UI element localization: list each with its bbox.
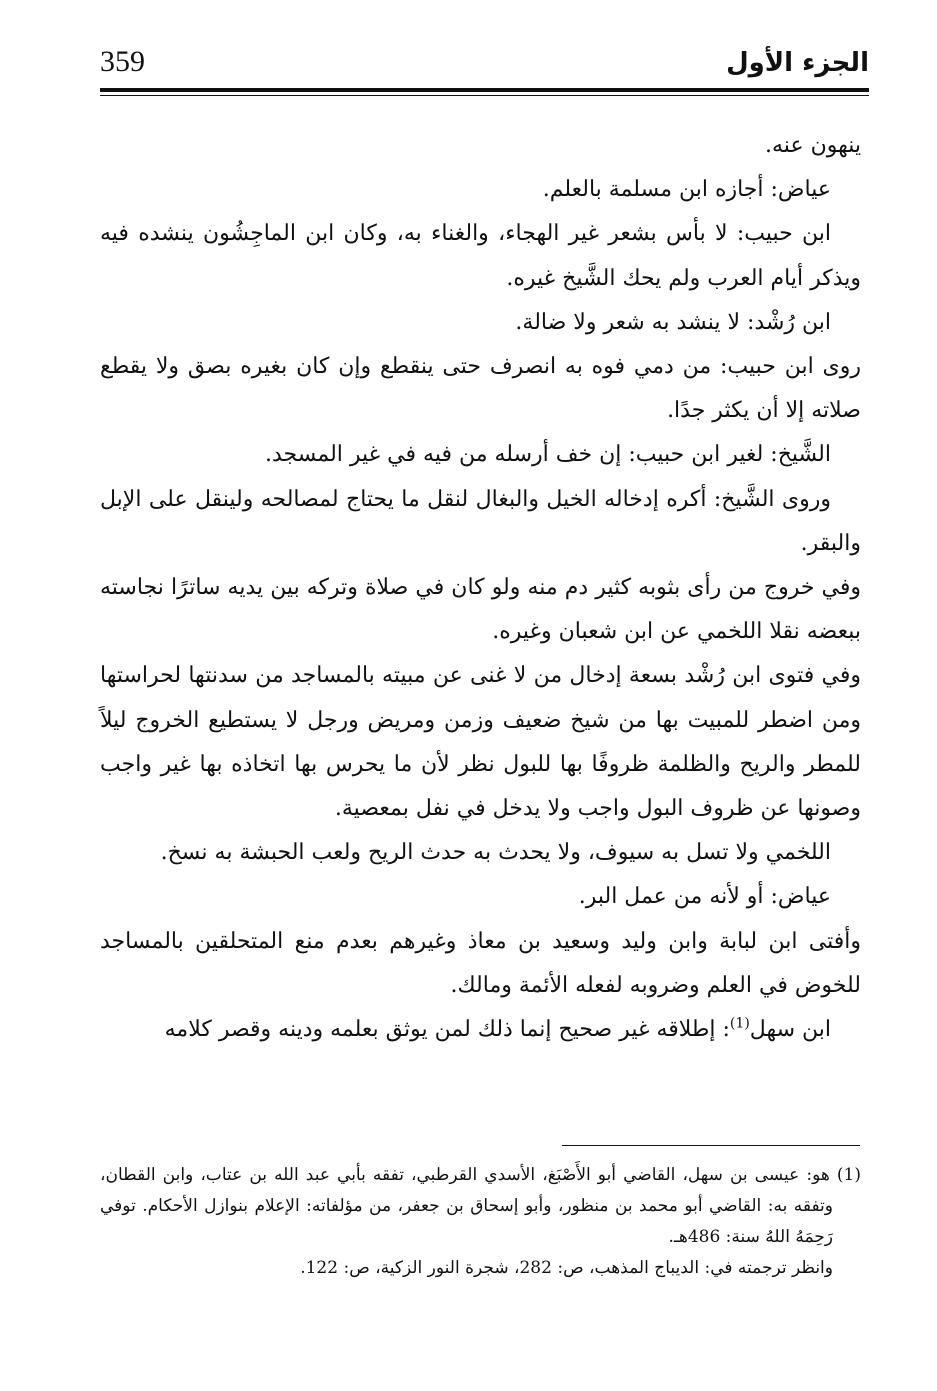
paragraph-4: ابن رُشْد: لا ينشد به شعر ولا ضالة. xyxy=(515,309,831,335)
paragraph-7: وروى الشَّيخ: أكره إدخاله الخيل والبغال لنقل ما يحتاج لمصالحه ولينقل على الإبل والبقر. xyxy=(100,486,861,556)
paragraph-9: وفي فتوى ابن رُشْد بسعة إدخال من لا غنى عن مبيته بالمساجد من سدنتها لحراستها ومن اضطر للمبيت بها من شيخ ضعيف وزمن ومريض ورجل لا يستطيع الخروج ليلاً للمطر والريح والظلمة ظروفًا بها للبول نظر لأن ما يحرس بها اتخاذه بها غير واجب وصونها عن ظروف البول واجب ولا يدخل في نفل بمعصية. xyxy=(100,663,861,822)
footnote-separator xyxy=(562,1145,860,1146)
paragraph-5: روى ابن حبيب: من دمي فوه به انصرف حتى ينقطع وإن كان بغيره بصق ولا يقطع صلاته إلا أن يكثر جدًا. xyxy=(100,354,861,424)
paragraph-8: وفي خروج من رأى بثوبه كثير دم منه ولو كان في صلاة وتركه بين يديه ساترًا نجاسته ببعضه نقلا اللخمي عن ابن شعبان وغيره. xyxy=(100,575,861,645)
paragraph-12: وأفتى ابن لبابة وابن وليد وسعيد بن معاذ وغيرهم بعدم منع المتحلقين بالمساجد للخوض في العلم وضروبه لفعله الأئمة ومالك. xyxy=(100,928,861,998)
paragraph-13-rest: : إطلاقه غير صحيح إنما ذلك لمن يوثق بعلمه ودينه وقصر كلامه xyxy=(164,1017,730,1043)
footnote-1: (1) هو: عيسى بن سهل، القاضي أبو الأَصْبَغ، الأسدي القرطبي، تفقه بأبي عبد الله بن عتاب، وابن القطان، وتفقه به: القاضي أبو محمد بن منظور، وأبو إسحاق بن جعفر، من مؤلفاته: الإعلام بنوازل الأحكام. توفي رَحِمَهُ اللهُ سنة: 486هـ. xyxy=(100,1165,861,1247)
paragraph-13-lead: ابن سهل xyxy=(749,1017,831,1043)
paragraph-3: ابن حبيب: لا بأس بشعر غير الهجاء، والغناء به، وكان ابن الماجِشُون ينشده فيه ويذكر أيام العرب ولم يحك الشَّيخ غيره. xyxy=(100,221,861,291)
paragraph-6: الشَّيخ: لغير ابن حبيب: إن خف أرسله من فيه في غير المسجد. xyxy=(265,442,831,468)
running-title: الجزء الأول xyxy=(726,48,869,78)
header-rule-thick xyxy=(100,88,869,92)
paragraph-11: عياض: أو لأنه من عمل البر. xyxy=(578,884,831,910)
page-header xyxy=(100,42,869,86)
paragraph-10: اللخمي ولا تسل به سيوف، ولا يحدث به حدث الريح ولعب الحبشة به نسخ. xyxy=(160,840,831,866)
footnotes xyxy=(100,1160,861,1284)
paragraph-1: ينهون عنه. xyxy=(765,133,861,158)
main-text xyxy=(100,124,861,1052)
paragraph-2: عياض: أجازه ابن مسلمة بالعلم. xyxy=(542,177,831,203)
paragraph-13 xyxy=(100,1008,861,1052)
page-number: 359 xyxy=(100,45,145,78)
footnote-marker: (1) xyxy=(729,1015,750,1032)
header-rule-thin xyxy=(100,95,869,96)
footnote-1-references: وانظر ترجمته في: الديباج المذهب، ص: 282، شجرة النور الزكية، ص: 122. xyxy=(300,1258,833,1278)
